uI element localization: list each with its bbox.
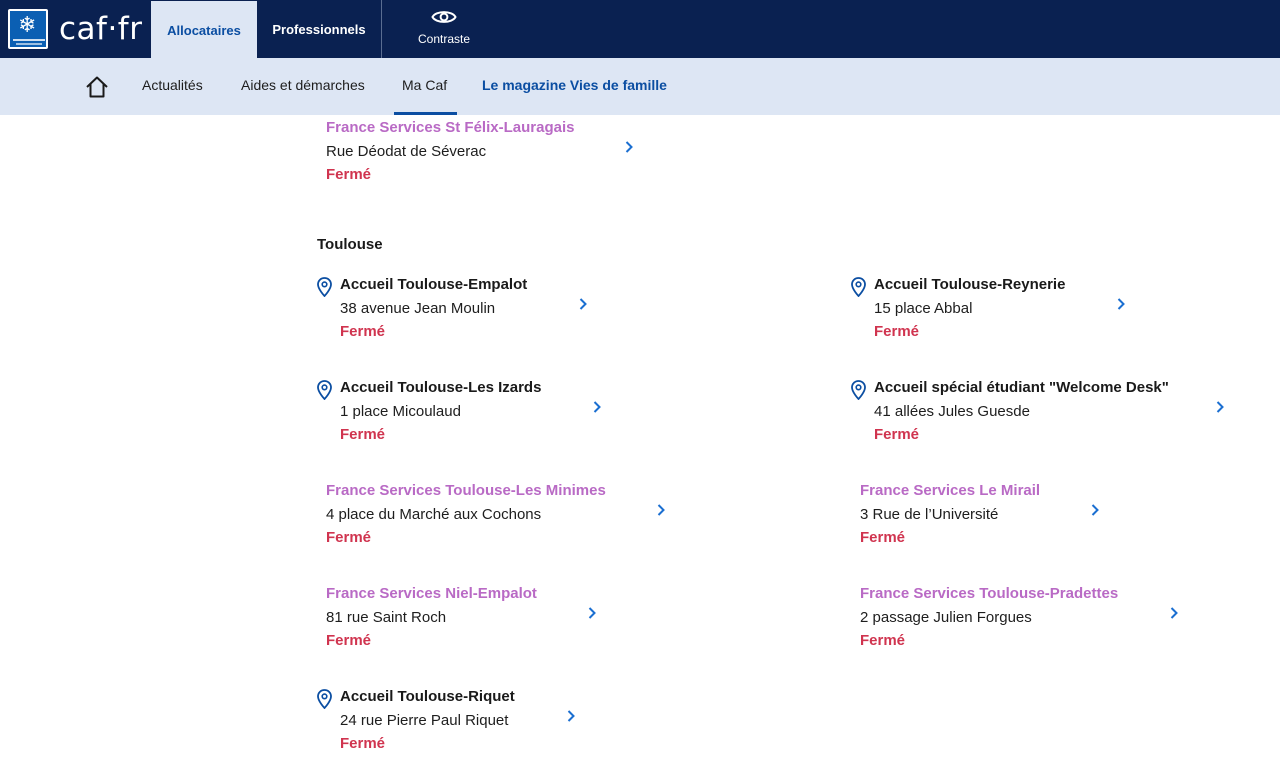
location-name[interactable]: Accueil spécial étudiant "Welcome Desk" <box>874 379 1169 396</box>
top-header <box>0 0 1280 58</box>
location-status: Fermé <box>340 735 386 752</box>
map-pin-icon <box>851 277 866 297</box>
location-address: 4 place du Marché aux Cochons <box>326 506 542 523</box>
chevron-right-icon[interactable] <box>656 503 666 517</box>
location-address: 2 passage Julien Forgues <box>860 609 1032 626</box>
chevron-right-icon[interactable] <box>592 400 602 414</box>
location-address: 1 place Micoulaud <box>340 403 461 420</box>
nav-ma-caf[interactable]: Ma Caf <box>394 58 457 115</box>
location-status: Fermé <box>340 323 386 340</box>
location-address: Rue Déodat de Séverac <box>326 143 487 160</box>
location-status: Fermé <box>860 632 906 649</box>
city-heading: Toulouse <box>317 236 383 253</box>
location-address: 24 rue Pierre Paul Riquet <box>340 712 509 729</box>
location-name[interactable]: France Services Toulouse-Les Minimes <box>326 482 606 499</box>
chevron-right-icon[interactable] <box>566 709 576 723</box>
map-pin-icon <box>317 380 332 400</box>
location-address: 3 Rue de l’Université <box>860 506 999 523</box>
location-name[interactable]: France Services Le Mirail <box>860 482 1041 499</box>
location-name[interactable]: Accueil Toulouse-Empalot <box>340 276 528 293</box>
location-name[interactable]: Accueil Toulouse-Les Izards <box>340 379 542 396</box>
chevron-right-icon[interactable] <box>578 297 588 311</box>
contrast-label: Contraste <box>417 32 471 46</box>
chevron-right-icon[interactable] <box>624 140 634 154</box>
nav-magazine[interactable]: Le magazine Vies de famille <box>482 77 667 93</box>
location-status: Fermé <box>326 166 372 183</box>
location-card-st-felix[interactable] <box>317 119 647 189</box>
location-card[interactable] <box>317 379 612 449</box>
tab-allocataires[interactable]: Allocataires <box>151 1 257 59</box>
location-status: Fermé <box>326 529 372 546</box>
location-address: 81 rue Saint Roch <box>326 609 447 626</box>
map-pin-icon <box>317 277 332 297</box>
header-divider <box>381 0 382 58</box>
location-card[interactable] <box>317 585 607 655</box>
location-card[interactable] <box>851 585 1191 655</box>
brand-wordmark[interactable]: caf·fr <box>59 11 143 47</box>
chevron-right-icon[interactable] <box>1215 400 1225 414</box>
location-card[interactable] <box>851 379 1231 449</box>
location-card[interactable] <box>851 482 1111 552</box>
map-pin-icon <box>851 380 866 400</box>
nav-aides-demarches[interactable]: Aides et démarches <box>241 77 365 93</box>
chevron-right-icon[interactable] <box>587 606 597 620</box>
tab-professionnels[interactable]: Professionnels <box>272 22 366 37</box>
location-address: 15 place Abbal <box>874 300 973 317</box>
chevron-right-icon[interactable] <box>1169 606 1179 620</box>
main-navigation <box>0 58 1280 115</box>
eye-icon <box>431 8 457 26</box>
nav-actualites[interactable]: Actualités <box>142 77 203 93</box>
location-name[interactable]: France Services Niel-Empalot <box>326 585 537 602</box>
location-status: Fermé <box>326 632 372 649</box>
contrast-toggle[interactable] <box>400 8 488 52</box>
chevron-right-icon[interactable] <box>1116 297 1126 311</box>
location-card[interactable] <box>317 482 677 552</box>
caf-logo[interactable] <box>8 9 48 49</box>
location-name[interactable]: Accueil Toulouse-Reynerie <box>874 276 1066 293</box>
location-card[interactable] <box>851 276 1136 346</box>
location-name[interactable]: Accueil Toulouse-Riquet <box>340 688 515 705</box>
chevron-right-icon[interactable] <box>1090 503 1100 517</box>
location-name[interactable]: France Services Toulouse-Pradettes <box>860 585 1119 602</box>
snowflake-icon: ❄ <box>18 13 37 38</box>
location-address: 41 allées Jules Guesde <box>874 403 1030 420</box>
location-name[interactable]: France Services St Félix-Lauragais <box>326 119 575 136</box>
location-card[interactable] <box>317 688 587 758</box>
location-status: Fermé <box>340 426 386 443</box>
location-address: 38 avenue Jean Moulin <box>340 300 496 317</box>
location-status: Fermé <box>874 426 920 443</box>
location-status: Fermé <box>874 323 920 340</box>
map-pin-icon <box>317 689 332 709</box>
location-card[interactable] <box>317 276 597 346</box>
location-status: Fermé <box>860 529 906 546</box>
home-icon[interactable] <box>84 74 110 100</box>
